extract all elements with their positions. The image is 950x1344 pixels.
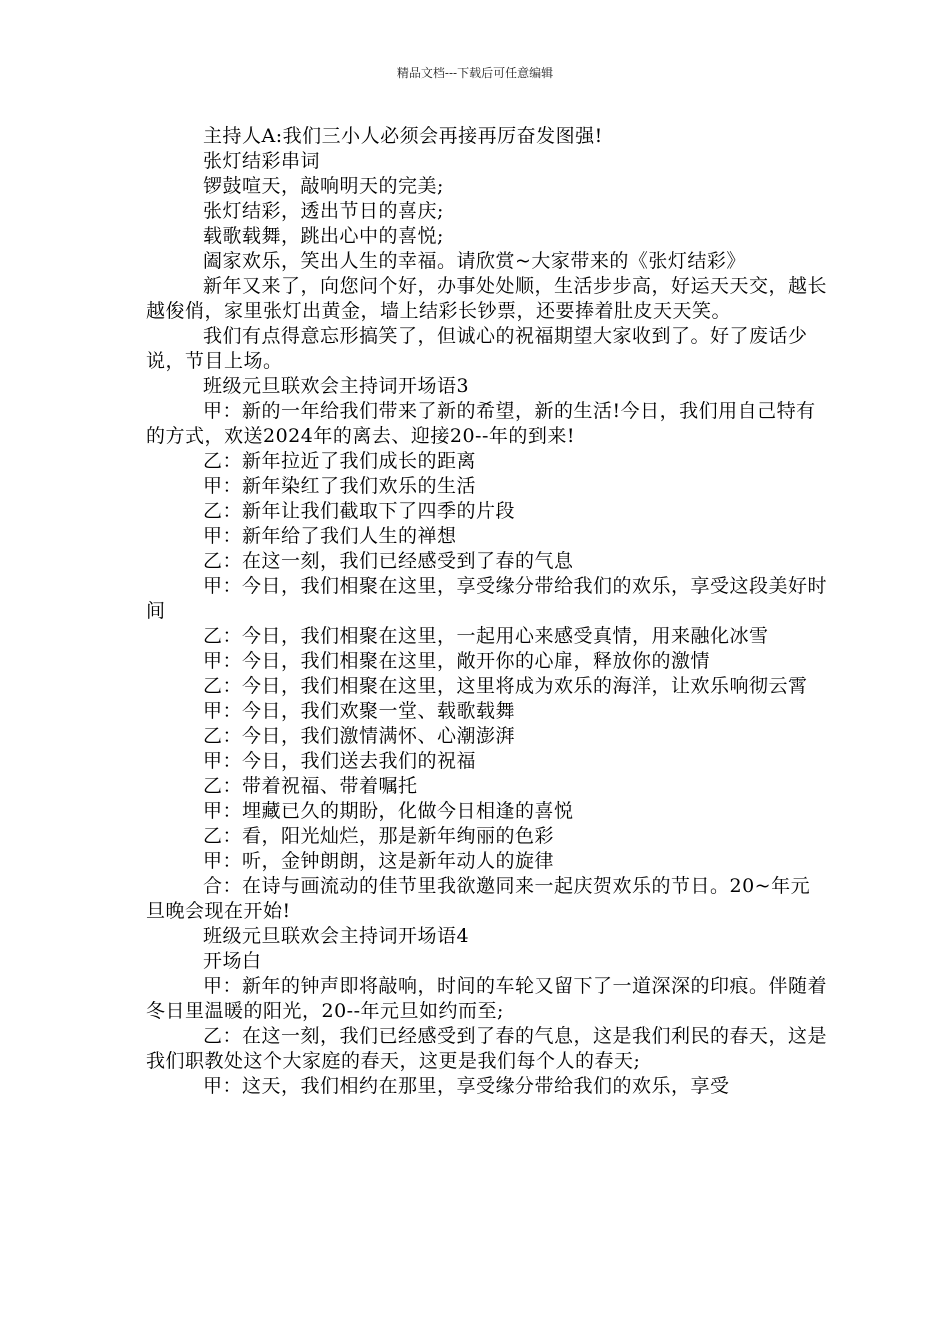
paragraph: 乙：在这一刻，我们已经感受到了春的气息 bbox=[203, 550, 574, 572]
paragraph: 新年又来了，向您问个好，办事处处顺，生活步步高，好运天天交，越长越俊俏，家里张灯出黄金，墙上结彩长钞票，还要捧着肚皮天天笑。 bbox=[146, 275, 828, 322]
paragraph: 主持人A:我们三小人必须会再接再厉奋发图强! bbox=[203, 125, 603, 147]
paragraph: 甲：新年的钟声即将敲响，时间的车轮又留下了一道深深的印痕。伴随着冬日里温暖的阳光，20--年元旦如约而至; bbox=[146, 975, 828, 1022]
paragraph: 乙：看，阳光灿烂，那是新年绚丽的色彩 bbox=[203, 825, 555, 847]
paragraph: 载歌载舞，跳出心中的喜悦; bbox=[203, 225, 444, 247]
document-body bbox=[146, 124, 828, 1099]
paragraph: 甲：今日，我们送去我们的祝福 bbox=[203, 750, 477, 772]
paragraph: 甲：今日，我们欢聚一堂、载歌载舞 bbox=[203, 700, 516, 722]
paragraph: 乙：今日，我们激情满怀、心潮澎湃 bbox=[203, 725, 516, 747]
paragraph: 乙：今日，我们相聚在这里，一起用心来感受真情，用来融化冰雪 bbox=[203, 625, 769, 647]
paragraph: 甲：埋藏已久的期盼，化做今日相逢的喜悦 bbox=[203, 800, 574, 822]
paragraph: 甲：新的一年给我们带来了新的希望，新的生活!今日，我们用自己特有的方式，欢送2024年的离去、迎接20--年的到来! bbox=[146, 400, 816, 447]
paragraph: 甲：今日，我们相聚在这里，享受缘分带给我们的欢乐，享受这段美好时间 bbox=[146, 575, 828, 622]
paragraph: 甲：新年染红了我们欢乐的生活 bbox=[203, 475, 477, 497]
paragraph: 乙：今日，我们相聚在这里，这里将成为欢乐的海洋，让欢乐响彻云霄 bbox=[203, 675, 808, 697]
paragraph: 乙：新年拉近了我们成长的距离 bbox=[203, 450, 477, 472]
paragraph: 乙：在这一刻，我们已经感受到了春的气息，这是我们利民的春天，这是我们职教处这个大家庭的春天，这更是我们每个人的春天; bbox=[146, 1025, 828, 1072]
paragraph: 锣鼓喧天，敲响明天的完美; bbox=[203, 175, 444, 197]
section-heading: 班级元旦联欢会主持词开场语4 bbox=[203, 925, 470, 947]
paragraph: 张灯结彩，透出节日的喜庆; bbox=[203, 200, 444, 222]
paragraph: 我们有点得意忘形搞笑了，但诚心的祝福期望大家收到了。好了废话少说，节目上场。 bbox=[146, 325, 808, 372]
paragraph: 合：在诗与画流动的佳节里我欲邀同来一起庆贺欢乐的节日。20~年元旦晚会现在开始! bbox=[146, 875, 811, 922]
section-heading: 班级元旦联欢会主持词开场语3 bbox=[203, 375, 470, 397]
section-heading: 开场白 bbox=[203, 950, 262, 972]
section-heading: 张灯结彩串词 bbox=[203, 150, 321, 172]
paragraph: 甲：这天，我们相约在那里，享受缘分带给我们的欢乐，享受 bbox=[203, 1075, 730, 1097]
paragraph: 阖家欢乐，笑出人生的幸福。请欣赏~大家带来的《张灯结彩》 bbox=[203, 250, 746, 272]
page-header: 精品文档---下载后可任意编辑 bbox=[396, 66, 554, 80]
paragraph: 乙：带着祝福、带着嘱托 bbox=[203, 775, 418, 797]
paragraph: 甲：今日，我们相聚在这里，敞开你的心扉，释放你的激情 bbox=[203, 650, 711, 672]
paragraph: 乙：新年让我们截取下了四季的片段 bbox=[203, 500, 516, 522]
paragraph: 甲：听，金钟朗朗，这是新年动人的旋律 bbox=[203, 850, 555, 872]
paragraph: 甲：新年给了我们人生的禅想 bbox=[203, 525, 457, 547]
